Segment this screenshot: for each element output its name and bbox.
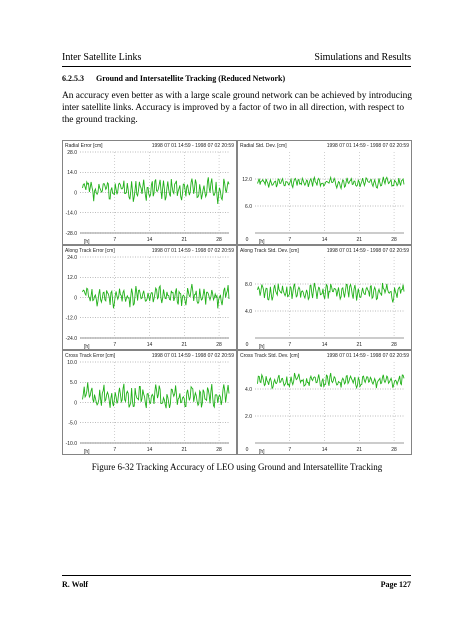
x-tick-label: 7: [113, 447, 117, 453]
x-tick-label: 0: [245, 447, 249, 453]
figure-plots: [62, 140, 412, 455]
y-tick-label: -24.0: [65, 335, 77, 342]
x-tick-label: 21: [181, 447, 188, 453]
panel-title: Radial Std. Dev. [cm]: [240, 143, 287, 149]
panel-time-range: 1998 07 01 14:59 - 1998 07 02 20:59: [326, 248, 409, 254]
panel-time-range: 1998 07 01 14:59 - 1998 07 02 20:59: [151, 353, 234, 359]
y-tick-label: 14.0: [67, 170, 77, 177]
body-paragraph: An accuracy even better as with a large scale ground network can be achieved by introducing inter satellite links. Accuracy is improved by a factor of two in all direction, with respect to the ground tracking.: [62, 91, 412, 125]
y-tick-label: 0: [74, 400, 77, 407]
y-tick-label: 8.0: [245, 281, 252, 288]
section-number: 6.2.5.3: [62, 74, 84, 83]
x-tick-label: 14: [146, 342, 153, 348]
x-tick-label: 7: [288, 342, 292, 348]
figure: [62, 140, 412, 455]
y-tick-label: -14.0: [65, 210, 77, 217]
page-footer: [62, 580, 411, 592]
chart-panel: [63, 141, 237, 246]
x-tick-label: 28: [216, 237, 222, 243]
panel-title: Cross Track Error [cm]: [65, 353, 116, 359]
x-tick-label: 7: [113, 237, 117, 243]
y-tick-label: -12.0: [65, 315, 77, 322]
y-tick-label: -5.0: [68, 420, 77, 427]
panel-title: Along Track Std. Dev. [cm]: [240, 248, 299, 254]
x-tick-label: 28: [391, 237, 397, 243]
x-tick-label: 0: [245, 237, 249, 243]
y-tick-label: 4.0: [245, 386, 252, 393]
chart-panel: [238, 351, 412, 456]
x-tick-label: 21: [356, 237, 363, 243]
x-axis-label: [h]: [259, 239, 265, 245]
y-tick-label: 4.0: [245, 308, 252, 315]
chart-panel: [63, 351, 237, 456]
x-tick-label: 14: [146, 237, 153, 243]
page-header: [62, 52, 411, 66]
panel-title: Along Track Error [cm]: [65, 248, 115, 254]
panel-frame: [238, 351, 412, 455]
x-tick-label: 21: [356, 342, 363, 348]
y-tick-label: 2.0: [245, 413, 252, 420]
panel-title: Radial Error [cm]: [65, 143, 103, 149]
x-tick-label: 7: [288, 237, 292, 243]
y-tick-label: 5.0: [70, 380, 77, 387]
chart-panel: [63, 246, 237, 351]
header-chapter: Inter Satellite Links: [62, 52, 142, 63]
x-tick-label: 14: [146, 447, 153, 453]
x-tick-label: 14: [321, 237, 328, 243]
panel-time-range: 1998 07 01 14:59 - 1998 07 02 20:59: [326, 353, 409, 359]
y-tick-label: 28.0: [67, 149, 77, 156]
header-rule: [62, 66, 411, 67]
panel-time-range: 1998 07 01 14:59 - 1998 07 02 20:59: [151, 248, 234, 254]
x-tick-label: 28: [391, 342, 397, 348]
footer-rule: [62, 575, 411, 576]
figure-caption: Figure 6-32 Tracking Accuracy of LEO using Ground and Intersatellite Tracking: [91, 462, 383, 472]
y-tick-label: 6.0: [245, 203, 252, 210]
x-axis-label: [h]: [84, 239, 90, 245]
chart-panel: [238, 246, 412, 351]
x-axis-label: [h]: [259, 344, 265, 350]
panel-time-range: 1998 07 01 14:59 - 1998 07 02 20:59: [326, 143, 409, 149]
y-tick-label: 12.0: [67, 275, 77, 282]
y-tick-label: 24.0: [67, 254, 77, 261]
x-tick-label: 28: [391, 447, 397, 453]
panel-frame: [238, 141, 412, 245]
y-tick-label: 12.0: [242, 176, 252, 183]
y-tick-label: -10.0: [65, 440, 77, 447]
y-tick-label: 10.0: [67, 359, 77, 366]
section-title: Ground and Intersatellite Tracking (Reduced Network): [96, 74, 286, 83]
x-axis-label: [h]: [84, 344, 90, 350]
footer-author: R. Wolf: [62, 580, 89, 589]
y-tick-label: 0: [74, 295, 77, 302]
panel-title: Cross Track Std. Dev. [cm]: [240, 353, 300, 359]
x-tick-label: 21: [181, 237, 188, 243]
x-tick-label: 7: [288, 447, 292, 453]
y-tick-label: -28.0: [65, 230, 77, 237]
x-tick-label: 14: [321, 447, 328, 453]
x-tick-label: 28: [216, 342, 222, 348]
chart-panel: [238, 141, 412, 246]
x-axis-label: [h]: [84, 449, 90, 455]
x-tick-label: 7: [113, 342, 117, 348]
panel-time-range: 1998 07 01 14:59 - 1998 07 02 20:59: [151, 143, 234, 149]
page-number: Page 127: [380, 580, 411, 589]
x-tick-label: 21: [181, 342, 188, 348]
section-heading: [62, 74, 285, 83]
x-tick-label: 28: [216, 447, 222, 453]
x-tick-label: 14: [321, 342, 328, 348]
y-tick-label: 0: [74, 190, 77, 197]
x-tick-label: 0: [245, 342, 249, 348]
header-section: Simulations and Results: [314, 52, 411, 63]
x-axis-label: [h]: [259, 449, 265, 455]
x-tick-label: 21: [356, 447, 363, 453]
